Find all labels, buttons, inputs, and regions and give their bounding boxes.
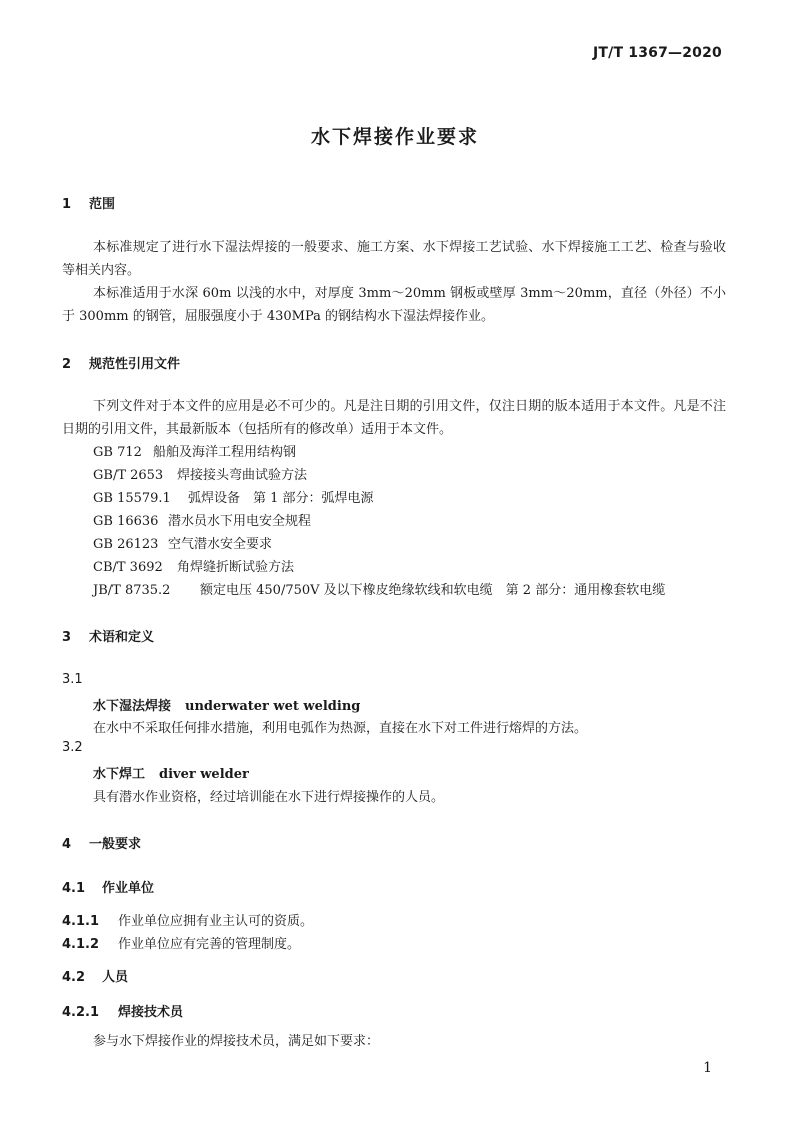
reference-item xyxy=(93,579,665,598)
section-number: 4.2 xyxy=(62,970,86,985)
reference-code: GB 26123 xyxy=(93,537,159,552)
clause-number: 4.1.1 xyxy=(62,914,100,929)
section-number: 2 xyxy=(62,357,72,372)
section-title: 术语和定义 xyxy=(89,630,155,645)
subsection-4-1-heading xyxy=(62,877,154,896)
reference-item xyxy=(93,487,374,506)
clause-4-1-2 xyxy=(62,933,300,952)
section-title: 焊接技术员 xyxy=(118,1005,184,1020)
reference-item xyxy=(93,464,307,483)
section-title: 范围 xyxy=(89,197,116,212)
section-title: 人员 xyxy=(102,970,129,985)
subsection-4-2-1-heading xyxy=(62,1001,183,1020)
clause-4-1-1 xyxy=(62,910,313,929)
term-en: diver welder xyxy=(159,767,249,782)
reference-name: 弧焊设备 第 1 部分：弧焊电源 xyxy=(188,491,374,506)
subsection-4-2-heading xyxy=(62,966,128,985)
reference-code: JB/T 8735.2 xyxy=(93,583,171,598)
term-title xyxy=(93,695,360,714)
page-number: 1 xyxy=(703,1060,712,1076)
section-title: 作业单位 xyxy=(102,881,155,896)
reference-code: GB 15579.1 xyxy=(93,491,171,506)
document-title: 水下焊接作业要求 xyxy=(310,126,479,148)
reference-code: GB 712 xyxy=(93,445,142,460)
reference-item xyxy=(93,441,296,460)
term-definition: 在水中不采取任何排水措施，利用电弧作为热源，直接在水下对工件进行熔焊的方法。 xyxy=(93,721,588,736)
section-number: 4.2.1 xyxy=(62,1005,100,1020)
reference-code: CB/T 3692 xyxy=(93,560,163,575)
section-title: 规范性引用文件 xyxy=(89,357,181,372)
reference-item xyxy=(93,533,272,552)
section-title: 一般要求 xyxy=(89,837,142,852)
term-number: 3.1 xyxy=(62,672,83,687)
reference-item xyxy=(93,556,294,575)
reference-code: GB/T 2653 xyxy=(93,468,164,483)
section-4-heading xyxy=(62,833,141,852)
paragraph-scope-1: 本标准规定了进行水下湿法焊接的一般要求、施工方案、水下焊接工艺试验、水下焊接施工工艺、检查与验收等相关内容。 xyxy=(62,240,726,278)
reference-name: 角焊缝折断试验方法 xyxy=(177,560,295,575)
term-definition: 具有潜水作业资格，经过培训能在水下进行焊接操作的人员。 xyxy=(93,790,445,805)
section-number: 1 xyxy=(62,197,72,212)
reference-name: 船舶及海洋工程用结构钢 xyxy=(153,445,297,460)
standard-code: JT/T 1367—2020 xyxy=(592,45,722,61)
section-1-heading xyxy=(62,193,115,212)
term-zh: 水下湿法焊接 xyxy=(93,699,172,714)
clause-text: 作业单位应有完善的管理制度。 xyxy=(118,937,301,952)
reference-name: 焊接接头弯曲试验方法 xyxy=(177,468,308,483)
section-number: 4 xyxy=(62,837,72,852)
term-number: 3.2 xyxy=(62,740,83,755)
paragraph-scope-2: 本标准适用于水深 60m 以浅的水中，对厚度 3mm～20mm 钢板或壁厚 3mm～20mm，直径（外径）不小于 300mm 的钢管，屈服强度小于 430MPa 的钢结构水下湿法焊接作业。 xyxy=(62,286,726,324)
section-number: 3 xyxy=(62,630,72,645)
reference-code: GB 16636 xyxy=(93,514,159,529)
section-number: 4.1 xyxy=(62,881,86,896)
clause-text: 作业单位应拥有业主认可的资质。 xyxy=(118,914,314,929)
term-title xyxy=(93,763,249,782)
reference-name: 额定电压 450/750V 及以下橡皮绝缘软线和软电缆 第 2 部分：通用橡套软电缆 xyxy=(200,583,666,598)
term-zh: 水下焊工 xyxy=(93,767,146,782)
section-2-heading xyxy=(62,353,180,372)
reference-item xyxy=(93,510,311,529)
reference-name: 潜水员水下用电安全规程 xyxy=(168,514,312,529)
section-3-heading xyxy=(62,626,154,645)
reference-name: 空气潜水安全要求 xyxy=(168,537,273,552)
clause-number: 4.1.2 xyxy=(62,937,100,952)
paragraph-normative-refs: 下列文件对于本文件的应用是必不可少的。凡是注日期的引用文件，仅注日期的版本适用于本文件。凡是不注日期的引用文件，其最新版本（包括所有的修改单）适用于本文件。 xyxy=(62,399,726,437)
paragraph-welding-technician: 参与水下焊接作业的焊接技术员，满足如下要求： xyxy=(93,1034,380,1049)
term-en: underwater wet welding xyxy=(185,699,361,714)
